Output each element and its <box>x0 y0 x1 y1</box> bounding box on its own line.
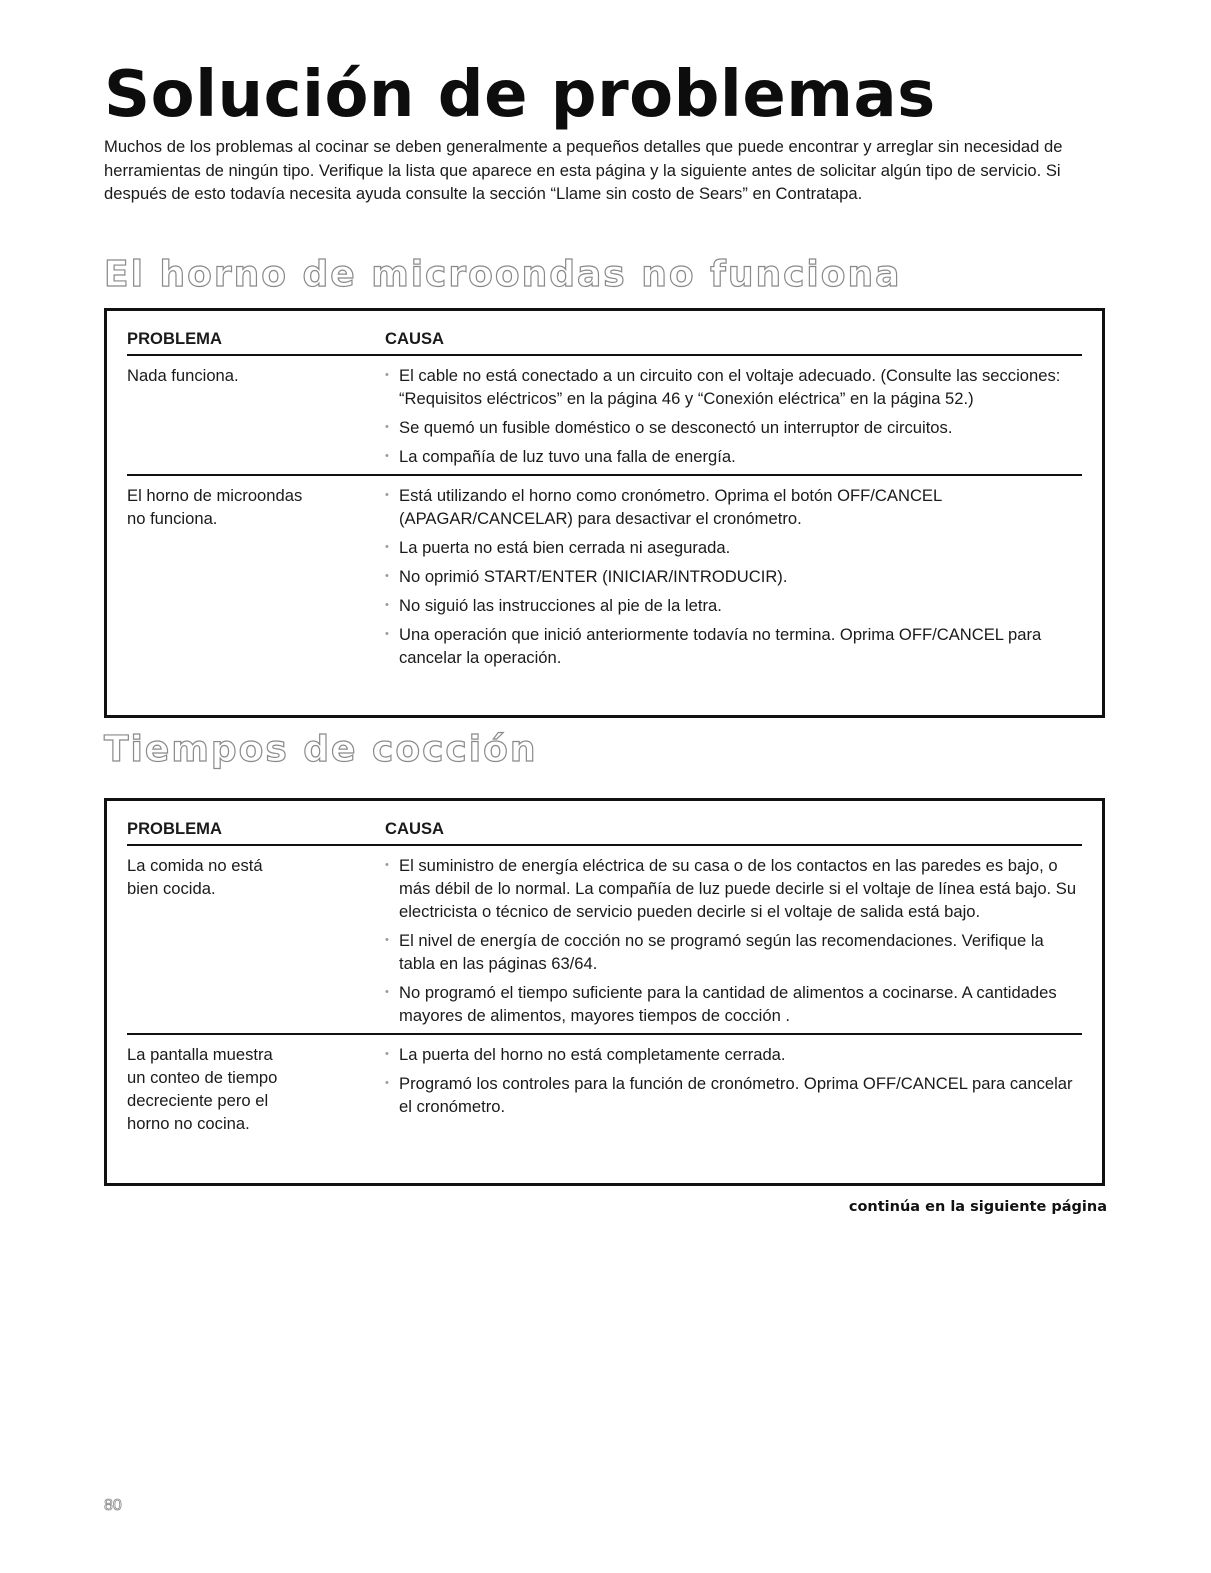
cause-item <box>385 536 1082 559</box>
section-heading-cooking-times: Tiempos de cocción <box>104 729 538 770</box>
table-row <box>127 846 1082 1035</box>
cause-item <box>385 854 1082 923</box>
bullet-icon: • <box>385 1048 389 1060</box>
cause-list <box>385 484 1082 669</box>
problem-cell: La pantalla muestra un conteo de tiempo decreciente pero el horno no cocina. <box>127 1045 278 1133</box>
continues-next-page-note: continúa en la siguiente página <box>848 1199 1107 1215</box>
problem-cell: El horno de microondas no funciona. <box>127 486 303 528</box>
cause-text: El cable no está conectado a un circuito con el voltaje adecuado. (Consulte las secciones: “Requisitos eléctricos” en la página 46 y “Conexión eléctrica” en la página 52.) <box>399 366 1061 408</box>
problem-cell: Nada funciona. <box>127 366 239 385</box>
cause-item <box>385 623 1082 669</box>
column-header-problem: PROBLEMA <box>127 329 222 348</box>
cause-text: Se quemó un fusible doméstico o se desconectó un interruptor de circuitos. <box>399 418 953 437</box>
bullet-icon: • <box>385 859 389 871</box>
cause-cell <box>385 364 1082 468</box>
bullet-icon: • <box>385 541 389 553</box>
intro-paragraph: Muchos de los problemas al cocinar se deben generalmente a pequeños detalles que puede encontrar y arreglar sin necesidad de herramientas de ningún tipo. Verifique la lista que aparece en esta página y la siguiente antes de solicitar algún tipo de servicio. Si después de esto todavía necesita ayuda consulte la sección “Llame sin costo de Sears” en Contratapa. <box>104 137 1063 203</box>
cause-text: No oprimió START/ENTER (INICIAR/INTRODUCIR). <box>399 567 788 586</box>
table-row <box>127 476 1082 675</box>
cause-list <box>385 364 1082 468</box>
cause-item <box>385 416 1082 439</box>
cause-cell <box>385 484 1082 669</box>
column-header-cause: CAUSA <box>385 329 445 348</box>
cause-text: La puerta no está bien cerrada ni asegurada. <box>399 538 731 557</box>
cause-cell <box>385 854 1082 1027</box>
cause-text: El nivel de energía de cocción no se programó según las recomendaciones. Verifique la tabla en las páginas 63/64. <box>399 931 1044 973</box>
cause-text: Está utilizando el horno como cronómetro. Oprima el botón OFF/CANCEL (APAGAR/CANCELAR) para desactivar el cronómetro. <box>399 486 942 528</box>
troubleshooting-table-microwave <box>104 308 1105 718</box>
page-title: Solución de problemas <box>104 58 936 132</box>
cause-item <box>385 981 1082 1027</box>
page-number: 80 <box>104 1497 122 1514</box>
table-header <box>127 328 1082 356</box>
bullet-icon: • <box>385 628 389 640</box>
section-heading-microwave-not-working: El horno de microondas no funciona <box>104 254 902 295</box>
cause-text: La compañía de luz tuvo una falla de energía. <box>399 447 736 466</box>
cause-text: No programó el tiempo suficiente para la cantidad de alimentos a cocinarse. A cantidades mayores de alimentos, mayores tiempos de cocción . <box>399 983 1057 1025</box>
column-header-problem: PROBLEMA <box>127 819 222 838</box>
bullet-icon: • <box>385 599 389 611</box>
table-header <box>127 818 1082 846</box>
bullet-icon: • <box>385 489 389 501</box>
bullet-icon: • <box>385 570 389 582</box>
problem-cell: La comida no está bien cocida. <box>127 856 263 898</box>
bullet-icon: • <box>385 986 389 998</box>
cause-item <box>385 594 1082 617</box>
bullet-icon: • <box>385 1077 389 1089</box>
bullet-icon: • <box>385 450 389 462</box>
cause-item <box>385 929 1082 975</box>
cause-text: Programó los controles para la función de cronómetro. Oprima OFF/CANCEL para cancelar el cronómetro. <box>399 1074 1073 1116</box>
cause-cell <box>385 1043 1082 1135</box>
cause-text: El suministro de energía eléctrica de su casa o de los contactos en las paredes es bajo, o más débil de lo normal. La compañía de luz puede decirle si el voltaje de línea está bajo. Su electricista o técnico de servicio pueden decirle si el voltaje de salida está bajo. <box>399 856 1077 921</box>
table-row <box>127 1035 1082 1141</box>
cause-item <box>385 565 1082 588</box>
cause-item <box>385 484 1082 530</box>
cause-item <box>385 1043 1082 1066</box>
cause-item <box>385 1072 1082 1118</box>
bullet-icon: • <box>385 421 389 433</box>
bullet-icon: • <box>385 934 389 946</box>
table-row <box>127 356 1082 476</box>
bullet-icon: • <box>385 369 389 381</box>
cause-item <box>385 445 1082 468</box>
troubleshooting-table-cooking-times <box>104 798 1105 1186</box>
cause-text: Una operación que inició anteriormente todavía no termina. Oprima OFF/CANCEL para cancelar la operación. <box>399 625 1042 667</box>
column-header-cause: CAUSA <box>385 819 445 838</box>
cause-item <box>385 364 1082 410</box>
cause-list <box>385 854 1082 1027</box>
cause-list <box>385 1043 1082 1118</box>
cause-text: La puerta del horno no está completamente cerrada. <box>399 1045 786 1064</box>
cause-text: No siguió las instrucciones al pie de la letra. <box>399 596 722 615</box>
